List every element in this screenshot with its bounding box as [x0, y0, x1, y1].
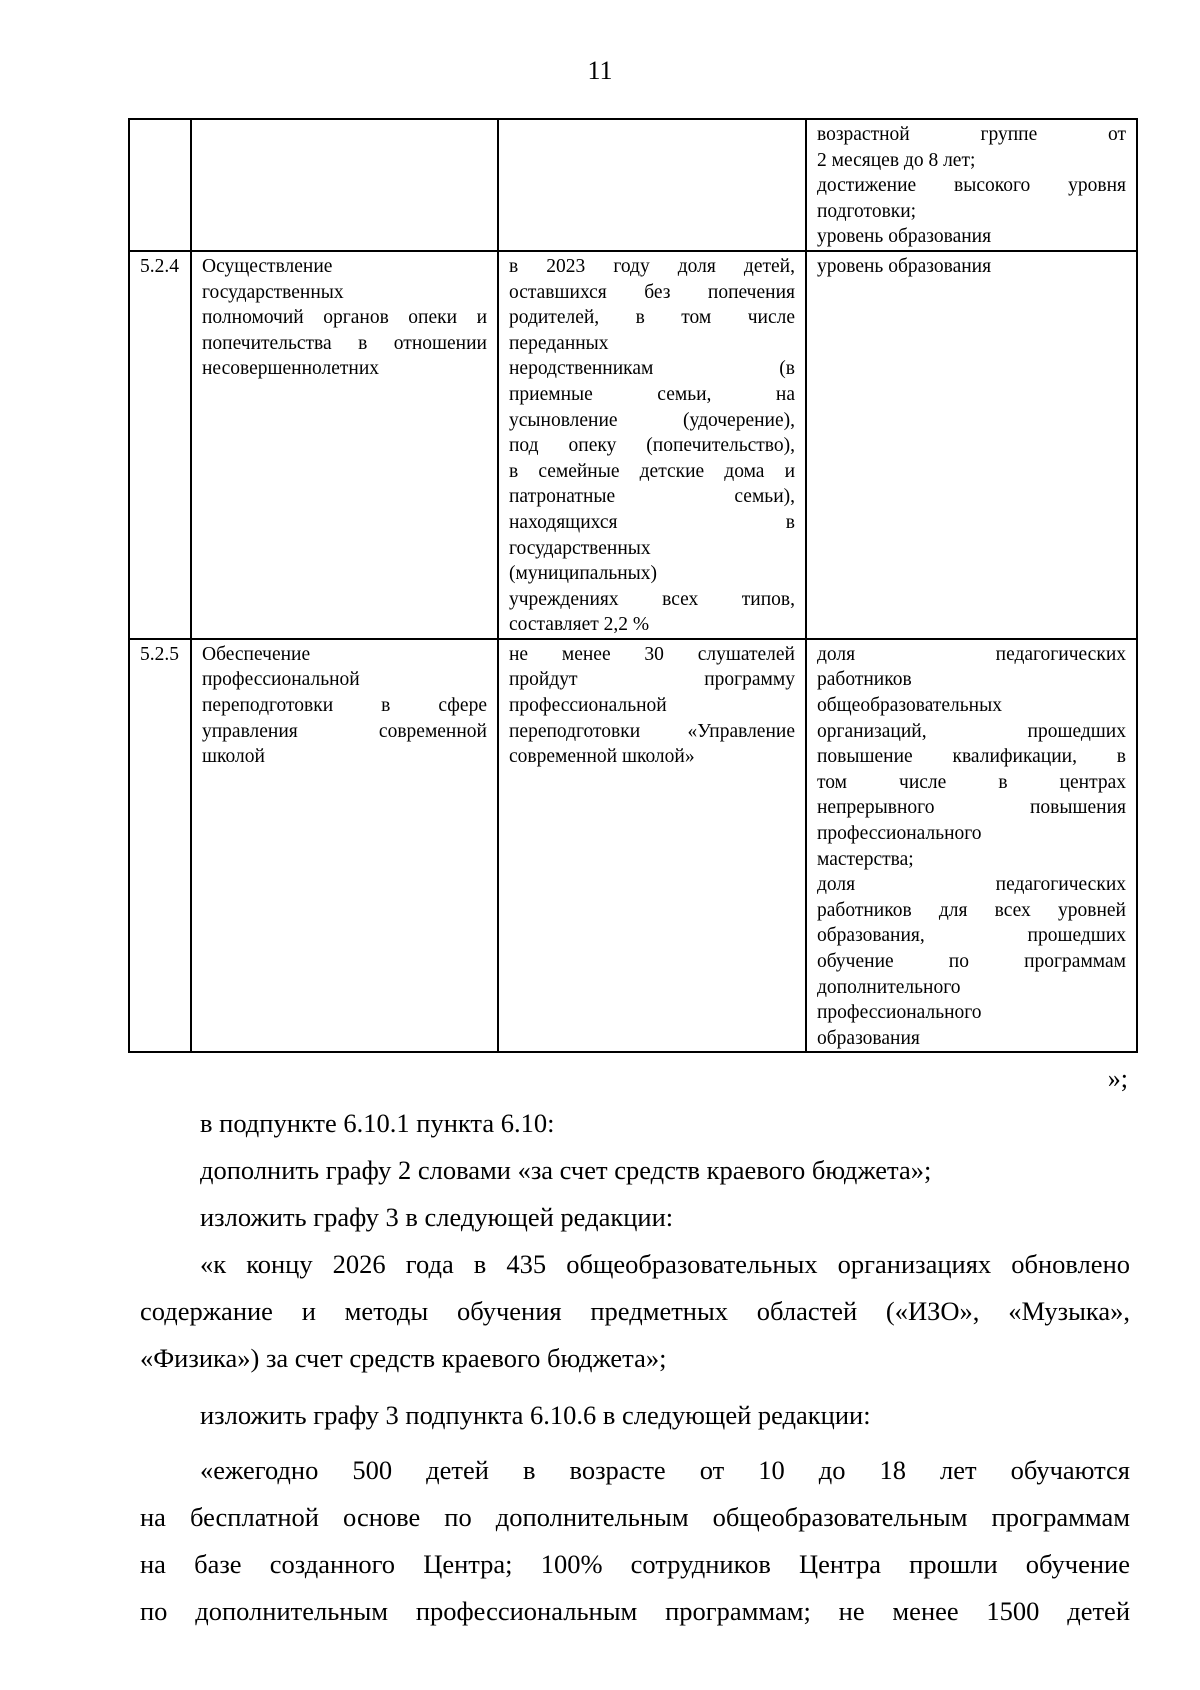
result-cell [498, 119, 806, 251]
cell-line: Осуществление [202, 255, 333, 277]
cell-line: 2 месяцев до 8 лет; [817, 149, 976, 171]
indicator-cell [806, 639, 1137, 1053]
cell-line: работников для всех уровней [817, 899, 1126, 921]
result-cell [498, 639, 806, 1053]
text-line: на базе созданного Центра; 100% сотрудников Центра прошли обучение [140, 1549, 1130, 1579]
closing-quote: »; [1107, 1064, 1128, 1093]
paragraph [140, 1194, 1130, 1241]
item-number: 5.2.5 [140, 643, 179, 665]
cell-line: государственных [509, 537, 651, 559]
cell-line: профессионального [817, 823, 982, 845]
cell-line: профессиональной [202, 669, 360, 691]
result-cell [498, 251, 806, 639]
cell-line: образования [817, 1027, 920, 1049]
text-line: «ежегодно 500 детей в возрасте от 10 до 18 лет обучаются [200, 1455, 1130, 1485]
cell-line: профессиональной [509, 695, 667, 717]
cell-line: доля педагогических [817, 874, 1126, 896]
paragraph [140, 1147, 1130, 1194]
cell-line: профессионального [817, 1002, 982, 1024]
cell-line: составляет 2,2 % [509, 614, 650, 636]
cell-line: организаций, прошедших [817, 720, 1126, 742]
paragraph [140, 1100, 1130, 1147]
indicator-cell [806, 251, 1137, 639]
cell-line: мастерства; [817, 848, 914, 870]
cell-line: в семейные детские дома и [509, 460, 795, 482]
cell-line: доля педагогических [817, 643, 1126, 665]
text-line: по дополнительным профессиональным программам; не менее 1500 детей [140, 1596, 1130, 1626]
cell-line: переданных [509, 332, 609, 354]
cell-line: родителей, в том числе [509, 307, 795, 329]
text-line: на бесплатной основе по дополнительным общеобразовательным программам [140, 1502, 1130, 1532]
item-number: 5.2.4 [140, 255, 179, 277]
cell-line: попечительства в отношении [202, 332, 487, 354]
cell-line: патронатные семьи), [509, 486, 795, 508]
cell-line: полномочий органов опеки и [202, 307, 487, 329]
cell-line: управления современной [202, 720, 487, 742]
amendment-text [140, 1100, 1130, 1635]
cell-line: под опеку (попечительство), [509, 435, 795, 457]
cell-line: обучение по программам [817, 951, 1126, 972]
measures-table [128, 118, 1138, 1053]
cell-line: повышение квалификации, в [817, 746, 1126, 768]
cell-line: уровень образования [817, 255, 992, 277]
table-row [129, 251, 1137, 639]
cell-line: находящихся в [509, 511, 795, 533]
table-row [129, 639, 1137, 1053]
cell-line: в 2023 году доля детей, [509, 255, 795, 277]
cell-line: дополнительного [817, 976, 961, 998]
paragraph [140, 1241, 1130, 1382]
text-line: «к концу 2026 года в 435 общеобразовательных организациях обновлено [200, 1249, 1130, 1279]
measure-name-cell [191, 251, 498, 639]
cell-line: возрастной группе от [817, 124, 1126, 145]
text-line: дополнить графу 2 словами «за счет средств краевого бюджета»; [200, 1155, 932, 1185]
cell-line: достижение высокого уровня [817, 175, 1126, 197]
cell-line: том числе в центрах [817, 771, 1126, 793]
measure-name-cell [191, 119, 498, 251]
cell-line: несовершеннолетних [202, 358, 380, 380]
text-line: в подпункте 6.10.1 пункта 6.10: [200, 1108, 555, 1138]
cell-line: приемные семьи, на [509, 383, 795, 405]
cell-line: непрерывного повышения [817, 797, 1126, 819]
cell-line: учреждениях всех типов, [509, 588, 795, 610]
text-line: «Физика») за счет средств краевого бюджета»; [140, 1343, 667, 1373]
page-number: 11 [587, 56, 613, 85]
indicator-cell [806, 119, 1137, 251]
cell-line: (муниципальных) [509, 563, 657, 585]
cell-line: не менее 30 слушателей [509, 643, 795, 665]
cell-line: подготовки; [817, 200, 917, 222]
text-line: содержание и методы обучения предметных областей («ИЗО», «Музыка», [140, 1296, 1130, 1326]
item-number-cell [129, 639, 191, 1053]
cell-line: уровень образования [817, 226, 992, 248]
cell-line: государственных [202, 281, 344, 303]
paragraph [140, 1392, 1130, 1439]
cell-line: общеобразовательных [817, 695, 1002, 717]
cell-line: неродственникам (в [509, 358, 795, 380]
text-line: изложить графу 3 подпункта 6.10.6 в следующей редакции: [200, 1400, 871, 1430]
paragraph [140, 1447, 1130, 1635]
cell-line: работников [817, 669, 912, 691]
table-row [129, 119, 1137, 251]
cell-line: оставшихся без попечения [509, 281, 795, 303]
cell-line: переподготовки «Управление [509, 720, 795, 742]
cell-line: пройдут программу [509, 669, 795, 691]
cell-line: усыновление (удочерение), [509, 409, 795, 431]
item-number-cell [129, 119, 191, 251]
measure-name-cell [191, 639, 498, 1053]
cell-line: современной школой» [509, 746, 695, 768]
cell-line: Обеспечение [202, 643, 311, 665]
cell-line: переподготовки в сфере [202, 695, 487, 717]
cell-line: школой [202, 746, 265, 768]
text-line: изложить графу 3 в следующей редакции: [200, 1202, 674, 1232]
item-number-cell [129, 251, 191, 639]
cell-line: образования, прошедших [817, 925, 1126, 947]
